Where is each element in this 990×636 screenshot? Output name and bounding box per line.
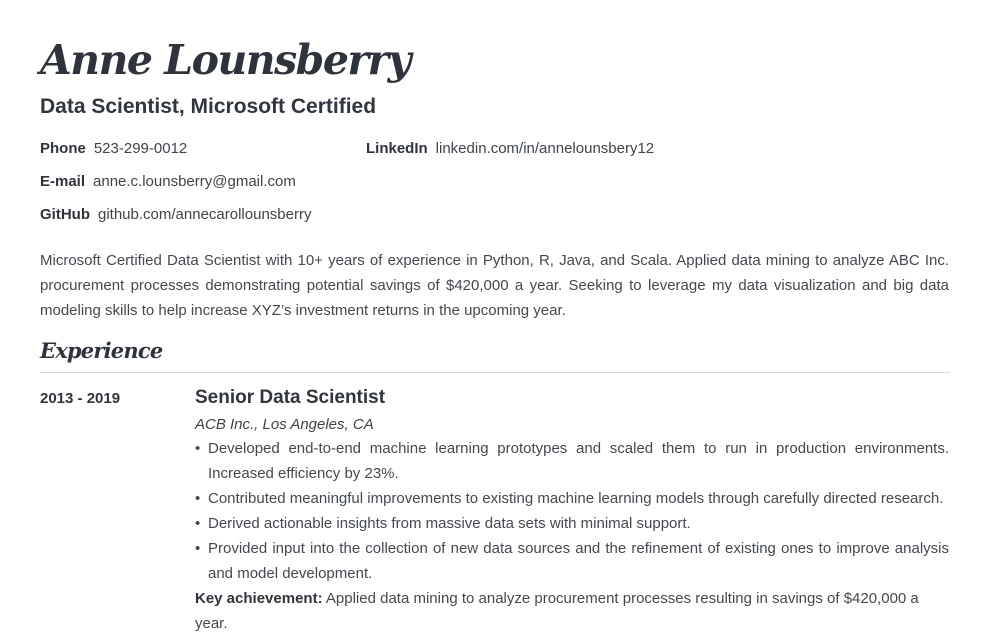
- job-bullet-text: Derived actionable insights from massive data sets with minimal support.: [208, 515, 691, 532]
- candidate-title: Data Scientist, Microsoft Certified: [40, 95, 377, 118]
- job-dates: 2013 - 2019: [40, 390, 121, 407]
- phone-value: 523-299-0012: [93, 140, 188, 157]
- key-achievement-label: Key achievement:: [195, 590, 323, 607]
- contact-linkedin: [366, 139, 654, 159]
- bullet-dot: •: [195, 440, 201, 457]
- job-bullet-list: [195, 436, 949, 586]
- github-link[interactable]: github.com/annecarollounsberry: [98, 206, 312, 223]
- candidate-name: Anne Lounsberry: [40, 36, 410, 84]
- github-label: GitHub: [40, 206, 90, 223]
- job-company: ACB Inc., Los Angeles, CA: [195, 416, 374, 433]
- key-achievement-text: Applied data mining to analyze procurement processes resulting in savings of $420,000 a year.: [195, 590, 919, 632]
- phone-label: Phone: [40, 140, 86, 157]
- job-bullet-text: Provided input into the collection of new data sources and the refinement of existing ones to improve analysis and model development.: [208, 540, 949, 582]
- contact-email: [40, 172, 296, 192]
- job-bullet: [195, 486, 949, 511]
- job-bullet-text: Developed end-to-end machine learning prototypes and scaled them to run in production environments. Increased efficiency by 23%.: [208, 440, 949, 482]
- contact-github: [40, 205, 311, 225]
- section-heading-experience: Experience: [40, 338, 163, 363]
- section-divider: [40, 372, 950, 373]
- summary-paragraph: Microsoft Certified Data Scientist with 10+ years of experience in Python, R, Java, and Scala. Applied data mining to analyze ABC Inc. procurement processes demonstrating potential savings of $420,000 a year. Seeking to leverage my data visualization and big data modeling skills to help increase XYZ’s investment returns in the upcoming year.: [40, 252, 949, 319]
- job-bullet-text: Contributed meaningful improvements to existing machine learning models through carefully directed research.: [208, 490, 944, 507]
- job-bullet: [195, 436, 949, 486]
- key-achievement: [195, 586, 920, 636]
- job-entry: [195, 386, 949, 636]
- email-link[interactable]: anne.c.lounsberry@gmail.com: [93, 173, 296, 190]
- bullet-dot: •: [195, 515, 201, 532]
- job-bullet: [195, 511, 949, 536]
- email-label: E-mail: [40, 173, 86, 190]
- linkedin-label: LinkedIn: [366, 140, 428, 157]
- bullet-dot: •: [195, 490, 201, 507]
- linkedin-link[interactable]: linkedin.com/in/annelounsbery12: [435, 140, 655, 157]
- job-bullet: [195, 536, 949, 586]
- bullet-dot: •: [195, 540, 201, 557]
- contact-phone: [40, 139, 187, 159]
- job-title: Senior Data Scientist: [195, 387, 386, 408]
